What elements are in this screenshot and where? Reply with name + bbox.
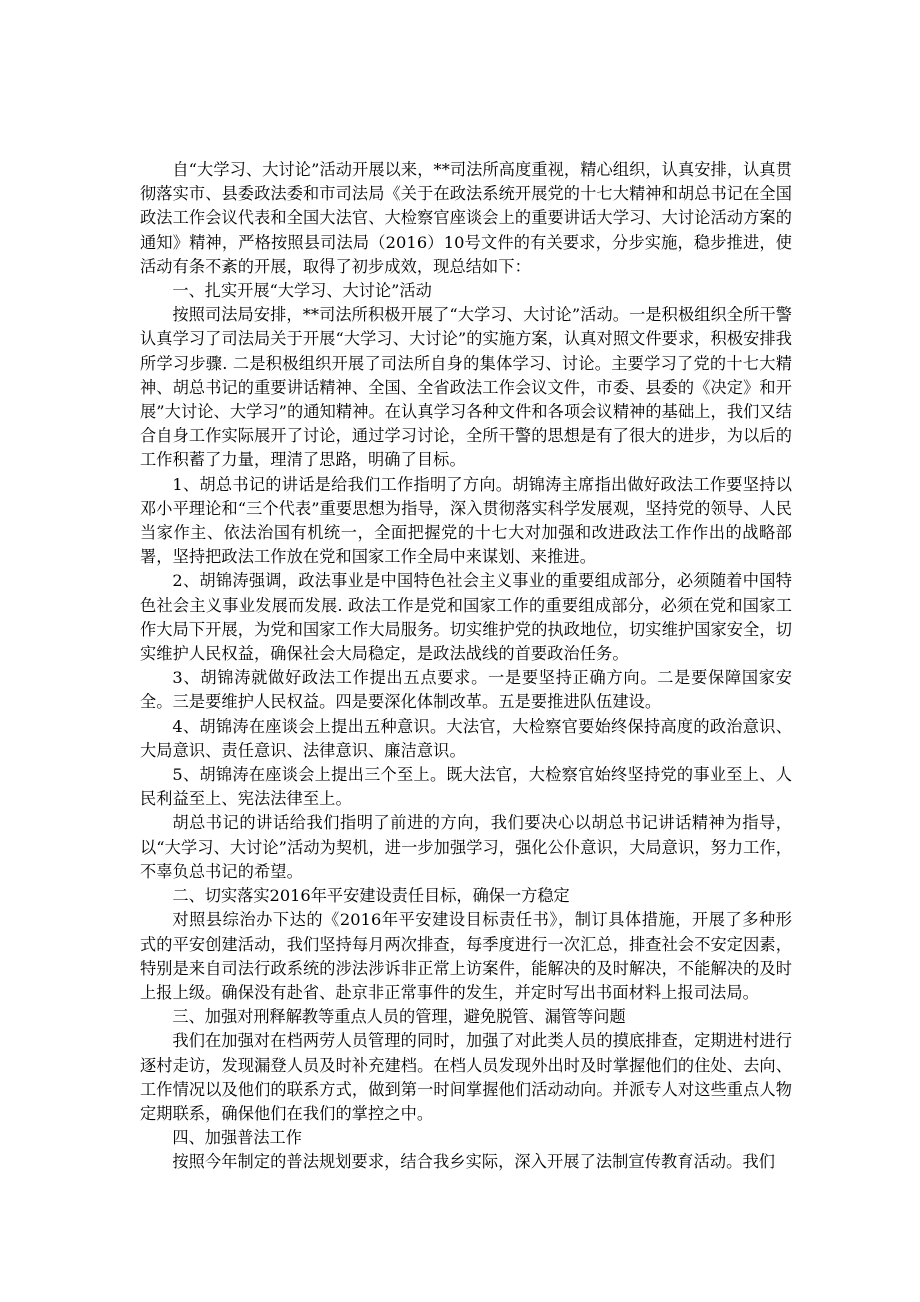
section-heading-1: 一、扎实开展“大学习、大讨论”活动 bbox=[172, 281, 432, 301]
section-2-paragraph: 对照县综治办下达的《2016年平安建设目标责任书》，制订具体措施，开展了多种形式的平安创建活动，我们坚持每月两次排查，每季度进行一次汇总，排查社会不安定因素，特别是来自司法行政系统的涉法涉诉非正常上访案件，能解决的及时解决，不能解决的及时上报上级。确保没有赴省、赴京非正常事件的发生，并定时写出书面材料上报司法局。 bbox=[140, 910, 792, 1002]
document-body bbox=[140, 158, 792, 1175]
point-5-paragraph: 5、胡锦涛在座谈会上提出三个至上。既大法官，大检察官始终坚持党的事业至上、人民利益至上、宪法法律至上。 bbox=[140, 765, 792, 809]
intro-paragraph: 自“大学习、大讨论”活动开展以来，**司法所高度重视，精心组织，认真安排，认真贯彻落实市、县委政法委和市司法局《关于在政法系统开展党的十七大精神和胡总书记在全国政法工作会议代表和全国大法官、大检察官座谈会上的重要讲话大学习、大讨论活动方案的通知》精神，严格按照县司法局（2016）10号文件的有关要求，分步实施，稳步推进，使活动有条不紊的开展，取得了初步成效，现总结如下： bbox=[140, 160, 792, 276]
summary-paragraph: 胡总书记的讲话给我们指明了前进的方向，我们要决心以胡总书记讲话精神为指导，以“大学习、大讨论”活动为契机，进一步加强学习，强化公仆意识，大局意识，努力工作，不辜负总书记的希望。 bbox=[140, 813, 792, 881]
section-3-paragraph: 我们在加强对在档两劳人员管理的同时，加强了对此类人员的摸底排查，定期进村进行逐村走访，发现漏登人员及时补充建档。在档人员发现外出时及时掌握他们的住处、去向、工作情况以及他们的联系方式，做到第一时间掌握他们活动动向。并派专人对这些重点人物定期联系，确保他们在我们的掌控之中。 bbox=[140, 1031, 792, 1123]
section-heading-4: 四、加强普法工作 bbox=[172, 1128, 302, 1148]
point-1-paragraph: 1、胡总书记的讲话是给我们工作指明了方向。胡锦涛主席指出做好政法工作要坚持以邓小平理论和“三个代表”重要思想为指导，深入贯彻落实科学发展观，坚持党的领导、人民当家作主、依法治国有机统一，全面把握党的十七大对加强和改进政法工作作出的战略部署，坚持把政法工作放在党和国家工作全局中来谋划、来推进。 bbox=[140, 474, 792, 567]
section-heading-3: 三、加强对刑释解教等重点人员的管理，避免脱管、漏管等问题 bbox=[172, 1007, 626, 1027]
section-heading-2: 二、切实落实2016年平安建设责任目标，确保一方稳定 bbox=[172, 886, 570, 906]
point-4-paragraph: 4、胡锦涛在座谈会上提出五种意识。大法官，大检察官要始终保持高度的政治意识、大局意识、责任意识、法律意识、廉洁意识。 bbox=[140, 716, 792, 760]
section-1-paragraph: 按照司法局安排，**司法所积极开展了“大学习、大讨论”活动。一是积极组织全所干警认真学习了司法局关于开展“大学习、大讨论”的实施方案，认真对照文件要求，积极安排我所学习步骤. 二是积极组织开展了司法所自身的集体学习、讨论。主要学习了党的十七大精神、胡总书记的重要讲话精神、全国、全省政法工作会议文件，市委、县委的《决定》和开展”大讨论、大学习”的通知精神。在认真学习各种文件和各项会议精神的基础上，我们又结合自身工作实际展开了讨论，通过学习讨论，全所干警的思想是有了很大的进步，为以后的工作积蓄了力量，理清了思路，明确了目标。 bbox=[140, 305, 792, 470]
section-4-paragraph: 按照今年制定的普法规划要求，结合我乡实际，深入开展了法制宣传教育活动。我们 bbox=[172, 1152, 776, 1172]
point-3-paragraph: 3、胡锦涛就做好政法工作提出五点要求。一是要坚持正确方向。二是要保障国家安全。三是要维护人民权益。四是要深化体制改革。五是要推进队伍建设。 bbox=[140, 668, 792, 712]
point-2-paragraph: 2、胡锦涛强调，政法事业是中国特色社会主义事业的重要组成部分，必须随着中国特色社会主义事业发展而发展. 政法工作是党和国家工作的重要组成部分，必须在党和国家工作大局下开展，为党和国家工作大局服务。切实维护党的执政地位，切实维护国家安全，切实维护人民权益，确保社会大局稳定，是政法战线的首要政治任务。 bbox=[140, 571, 792, 664]
